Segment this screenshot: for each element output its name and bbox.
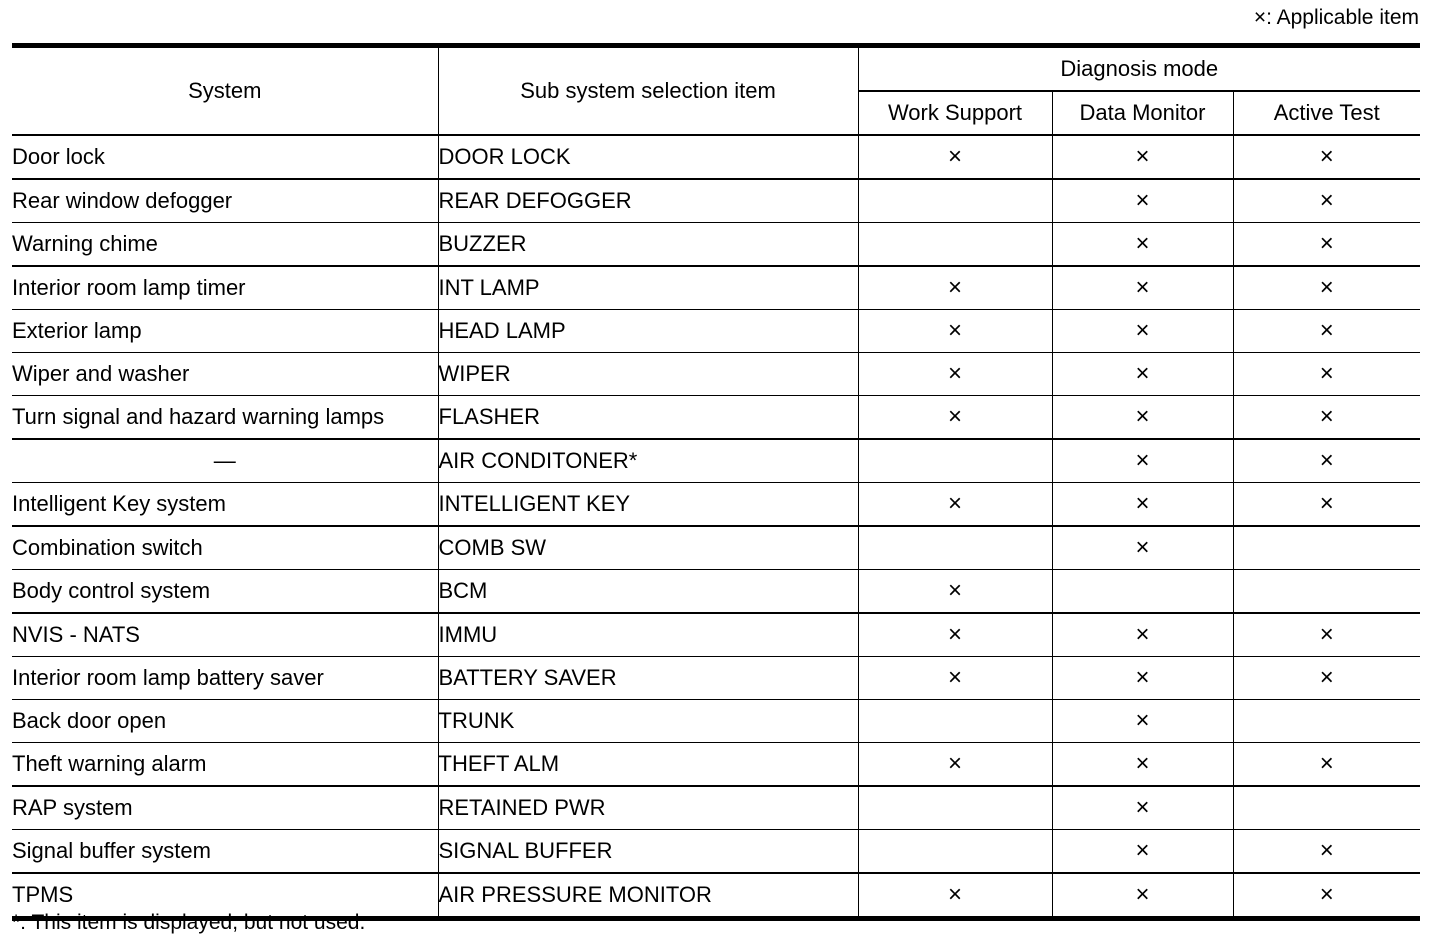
active-test-cell: × (1233, 223, 1420, 267)
system-cell: Back door open (12, 700, 438, 743)
work-support-cell: × (858, 483, 1052, 527)
work-support-cell: × (858, 743, 1052, 787)
header-active-test: Active Test (1233, 91, 1420, 135)
table-row (12, 179, 1420, 223)
table-row (12, 526, 1420, 570)
sub-system-cell: RETAINED PWR (438, 786, 858, 830)
active-test-cell: × (1233, 657, 1420, 700)
data-monitor-cell: × (1052, 873, 1233, 919)
table-row (12, 570, 1420, 614)
table-row (12, 483, 1420, 527)
active-test-cell: × (1233, 483, 1420, 527)
footnote: *: This item is displayed, but not used. (12, 911, 366, 934)
data-monitor-cell: × (1052, 743, 1233, 787)
sub-system-cell: COMB SW (438, 526, 858, 570)
data-monitor-cell: × (1052, 353, 1233, 396)
sub-system-cell: AIR CONDITONER* (438, 439, 858, 483)
header-work-support: Work Support (858, 91, 1052, 135)
system-cell: Wiper and washer (12, 353, 438, 396)
data-monitor-cell: × (1052, 786, 1233, 830)
sub-system-cell: BATTERY SAVER (438, 657, 858, 700)
data-monitor-cell: × (1052, 700, 1233, 743)
work-support-cell: × (858, 310, 1052, 353)
data-monitor-cell: × (1052, 310, 1233, 353)
active-test-cell: × (1233, 179, 1420, 223)
sub-system-cell: TRUNK (438, 700, 858, 743)
data-monitor-cell: × (1052, 266, 1233, 310)
system-cell: Signal buffer system (12, 830, 438, 874)
system-cell: Exterior lamp (12, 310, 438, 353)
system-cell: Intelligent Key system (12, 483, 438, 527)
header-data-monitor: Data Monitor (1052, 91, 1233, 135)
work-support-cell: × (858, 873, 1052, 919)
table-row (12, 830, 1420, 874)
sub-system-cell: SIGNAL BUFFER (438, 830, 858, 874)
work-support-cell (858, 700, 1052, 743)
sub-system-cell: WIPER (438, 353, 858, 396)
data-monitor-cell: × (1052, 613, 1233, 657)
work-support-cell: × (858, 353, 1052, 396)
legend-note: ×: Applicable item (1253, 6, 1419, 29)
work-support-cell: × (858, 266, 1052, 310)
data-monitor-cell: × (1052, 179, 1233, 223)
work-support-cell (858, 223, 1052, 267)
data-monitor-cell: × (1052, 439, 1233, 483)
active-test-cell (1233, 786, 1420, 830)
active-test-cell: × (1233, 613, 1420, 657)
data-monitor-cell: × (1052, 830, 1233, 874)
data-monitor-cell (1052, 570, 1233, 614)
sub-system-cell: INTELLIGENT KEY (438, 483, 858, 527)
data-monitor-cell: × (1052, 526, 1233, 570)
table-row (12, 613, 1420, 657)
system-cell: Door lock (12, 135, 438, 179)
work-support-cell (858, 179, 1052, 223)
work-support-cell (858, 830, 1052, 874)
system-cell: — (12, 439, 438, 483)
active-test-cell: × (1233, 353, 1420, 396)
sub-system-cell: BUZZER (438, 223, 858, 267)
table-row (12, 700, 1420, 743)
active-test-cell (1233, 700, 1420, 743)
work-support-cell: × (858, 657, 1052, 700)
sub-system-cell: DOOR LOCK (438, 135, 858, 179)
header-sub-system: Sub system selection item (438, 46, 858, 136)
active-test-cell: × (1233, 310, 1420, 353)
system-cell: Rear window defogger (12, 179, 438, 223)
data-monitor-cell: × (1052, 396, 1233, 440)
active-test-cell: × (1233, 743, 1420, 787)
system-cell: Turn signal and hazard warning lamps (12, 396, 438, 440)
table-row (12, 396, 1420, 440)
work-support-cell (858, 526, 1052, 570)
table-row (12, 353, 1420, 396)
table-row (12, 657, 1420, 700)
data-monitor-cell: × (1052, 223, 1233, 267)
system-cell: Combination switch (12, 526, 438, 570)
sub-system-cell: REAR DEFOGGER (438, 179, 858, 223)
active-test-cell (1233, 570, 1420, 614)
data-monitor-cell: × (1052, 135, 1233, 179)
system-cell: Warning chime (12, 223, 438, 267)
table-row (12, 743, 1420, 787)
work-support-cell (858, 439, 1052, 483)
table-row (12, 223, 1420, 267)
diagnosis-table (12, 43, 1420, 921)
system-cell: Interior room lamp timer (12, 266, 438, 310)
active-test-cell: × (1233, 439, 1420, 483)
table-row (12, 310, 1420, 353)
work-support-cell (858, 786, 1052, 830)
table-row (12, 135, 1420, 179)
sub-system-cell: AIR PRESSURE MONITOR (438, 873, 858, 919)
active-test-cell: × (1233, 135, 1420, 179)
active-test-cell: × (1233, 873, 1420, 919)
sub-system-cell: BCM (438, 570, 858, 614)
active-test-cell: × (1233, 266, 1420, 310)
system-cell: TPMS (12, 873, 438, 919)
system-cell: Interior room lamp battery saver (12, 657, 438, 700)
sub-system-cell: INT LAMP (438, 266, 858, 310)
sub-system-cell: HEAD LAMP (438, 310, 858, 353)
sub-system-cell: FLASHER (438, 396, 858, 440)
system-cell: RAP system (12, 786, 438, 830)
data-monitor-cell: × (1052, 483, 1233, 527)
sub-system-cell: IMMU (438, 613, 858, 657)
active-test-cell: × (1233, 396, 1420, 440)
table-row (12, 786, 1420, 830)
work-support-cell: × (858, 570, 1052, 614)
active-test-cell: × (1233, 830, 1420, 874)
header-system: System (12, 46, 438, 136)
table-row (12, 439, 1420, 483)
active-test-cell (1233, 526, 1420, 570)
system-cell: NVIS - NATS (12, 613, 438, 657)
system-cell: Body control system (12, 570, 438, 614)
work-support-cell: × (858, 613, 1052, 657)
header-diagnosis-mode: Diagnosis mode (858, 46, 1420, 92)
data-monitor-cell: × (1052, 657, 1233, 700)
work-support-cell: × (858, 396, 1052, 440)
work-support-cell: × (858, 135, 1052, 179)
table-row (12, 266, 1420, 310)
sub-system-cell: THEFT ALM (438, 743, 858, 787)
system-cell: Theft warning alarm (12, 743, 438, 787)
table-header (12, 46, 1420, 136)
table-body (12, 135, 1420, 919)
